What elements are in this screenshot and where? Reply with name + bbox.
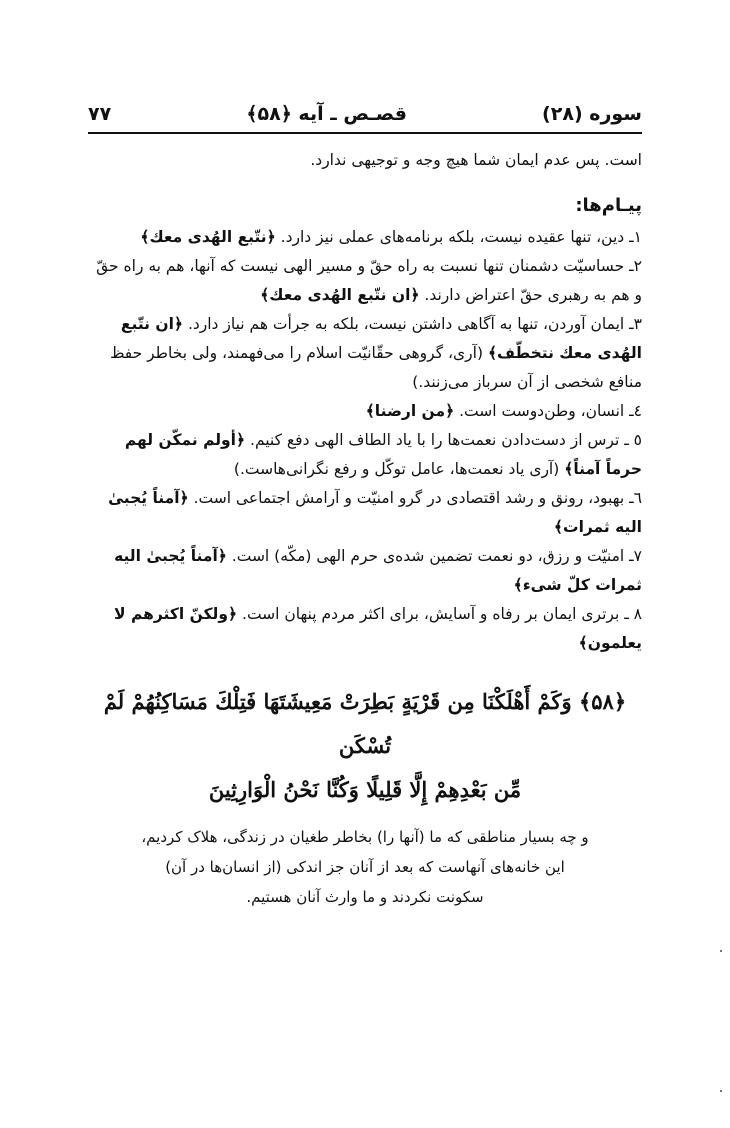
message-item	[88, 426, 642, 484]
item-text: ۸ ـ برتری ایمان بر رفاه و آسایش، برای اکثر مردم پنهان است.	[242, 605, 642, 623]
item-text: ٤ـ انسان، وطن‌دوست است.	[459, 402, 642, 420]
quran-quote: ﴿ان نتّبع الهُدی معك نتخطّف﴾	[120, 315, 642, 362]
quran-quote: ﴿من ارضنا﴾	[365, 402, 455, 420]
scan-speck	[720, 1090, 722, 1092]
translation-line: این خانه‌های آنهاست که بعد از آنان جز اندکی (از انسان‌ها در آن)	[165, 858, 565, 876]
quran-quote: ﴿أولم نمكّن لهم حرماً آمناً﴾	[124, 431, 642, 478]
surah-label: سوره (۲۸)	[542, 103, 642, 125]
scan-speck	[720, 950, 722, 952]
page-header	[88, 96, 642, 134]
page-body	[88, 146, 642, 912]
quran-quote: ﴿آمناً يُجبىٰ اليه ثمرات﴾	[108, 489, 642, 536]
item-note: (آری یاد نعمت‌ها، عامل توکّل و رفع نگرانی‌هاست.)	[233, 460, 560, 478]
message-item	[88, 600, 642, 658]
quran-quote: ﴿ولكنّ اكثرهم لا يعلمون﴾	[114, 605, 642, 652]
intro-line: است. پس عدم ایمان شما هیچ وجه و توجیهی ندارد.	[310, 151, 642, 169]
quran-quote: ﴿نتّبع الهُدی معك﴾	[140, 228, 276, 246]
item-text: ۱ـ دین، تنها عقیده نیست، بلکه برنامه‌های عملی نیز دارد.	[280, 228, 642, 246]
item-text: ۷ـ امنیّت و رزق، دو نعمت تضمین شده‌ی حرم الهی (مکّه) است.	[231, 547, 642, 565]
translation-line: و چه بسیار مناطقی که ما (آنها را) بخاطر طغیان در زندگی، هلاک کردیم،	[141, 828, 589, 846]
verse-translation	[88, 822, 642, 912]
quran-verse	[88, 680, 642, 812]
item-text: ۳ـ ایمان آوردن، تنها به آگاهی داشتن نیست، بلکه به جرأت هم نیاز دارد.	[187, 315, 642, 333]
message-item	[88, 542, 642, 600]
item-note: (آری، گروهی حقّانیّت اسلام را می‌فهمند، ولی بخاطر حفظ منافع شخصی از آن سرباز می‌زنند.)	[110, 344, 642, 391]
verse-line: ﴿۵۸﴾ وَكَمْ أَهْلَكْنَا مِن قَرْيَةٍ بَطِرَتْ مَعِيشَتَهَا فَتِلْكَ مَسَاكِنُهُمْ لَمْ تُسْكَن	[103, 689, 627, 758]
surah-verse-title: قصـص ـ آیه ﴿۵۸﴾	[246, 103, 407, 125]
translation-line: سکونت نکردند و ما وارث آنان هستیم.	[246, 888, 484, 906]
quran-quote: ﴿آمناً يُجبىٰ اليه ثمرات كلّ شیء﴾	[114, 547, 642, 594]
message-item	[88, 223, 642, 252]
item-text: ٥ ـ ترس از دست‌دادن نعمت‌ها را با یاد الطاف الهی دفع کنیم.	[250, 431, 642, 449]
section-heading: پیـام‌ها:	[575, 195, 642, 216]
message-item	[88, 397, 642, 426]
quran-quote: ﴿ان نتّبع الهُدی معك﴾	[260, 286, 420, 304]
item-text: ۲ـ حساسیّت دشمنان تنها نسبت به راه حقّ و مسیر الهی نیست که آنها، هم به راه حقّ و هم به رهبری حقّ اعتراض دارند.	[96, 257, 642, 304]
verse-line: مِّن بَعْدِهِمْ إِلَّا قَلِيلًا وَكُنَّا نَحْنُ الْوَارِثِينَ	[208, 777, 522, 802]
message-item	[88, 252, 642, 310]
message-item	[88, 484, 642, 542]
message-item	[88, 310, 642, 397]
item-text: ٦ـ بهبود، رونق و رشد اقتصادی در گرو امنیّت و آرامش اجتماعی است.	[193, 489, 642, 507]
page-number: ۷۷	[88, 103, 112, 125]
